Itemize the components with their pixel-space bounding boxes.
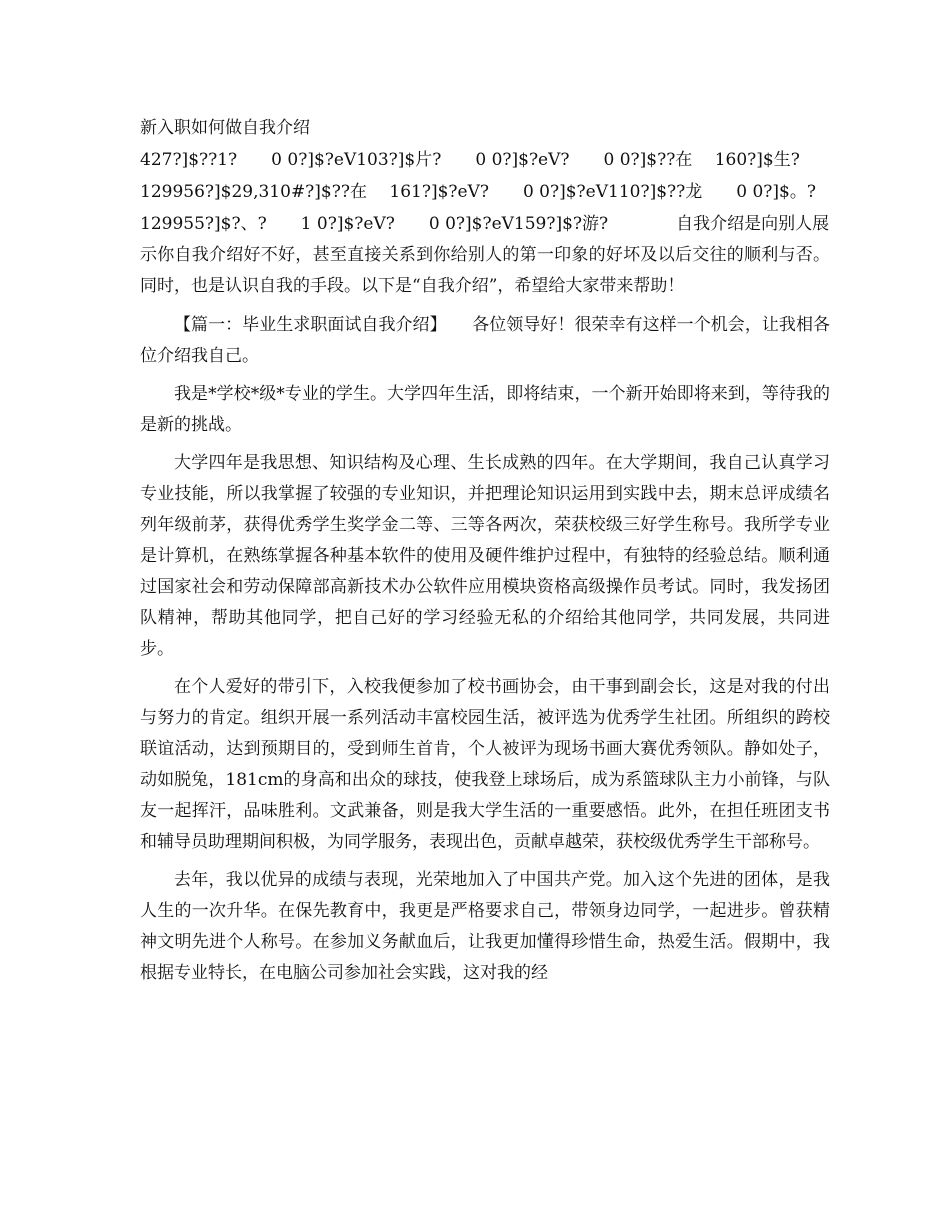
paragraph-party-membership: 去年，我以优异的成绩与表现，光荣地加入了中国共产党。加入这个先进的团体，是我人生的一次升华。在保先教育中，我更是严格要求自己，带领身边同学，一起进步。曾获精神文明先进个人称号。在参加义务献血后，让我更加懂得珍惜生命，热爱生活。假期中，我根据专业特长，在电脑公司参加社会实践，这对我的经	[140, 870, 830, 983]
paragraph-student-intro: 我是*学校*级*专业的学生。大学四年生活，即将结束，一个新开始即将来到，等待我的是新的挑战。	[140, 384, 830, 435]
garbled-line-2: 129956?]$29,310#?]$??在 161?]$?eV? 0 0?]$?eV110?]$??龙 0 0?]$。?	[140, 182, 816, 202]
paragraph-heading-section-1: 【篇一：毕业生求职面试自我介绍】 各位领导好！很荣幸有这样一个机会，让我相各位介绍我自己。	[140, 315, 830, 366]
paragraph-university-years: 大学四年是我思想、知识结构及心理、生长成熟的四年。在大学期间，我自己认真学习专业技能，所以我掌握了较强的专业知识，并把理论知识运用到实践中去，期末总评成绩名列年级前茅，获得优秀学生奖学金二等、三等各两次，荣获校级三好学生称号。我所学专业是计算机，在熟练掌握各种基本软件的使用及硬件维护过程中，有独特的经验总结。顺利通过国家社会和劳动保障部高新技术办公软件应用模块资格高级操作员考试。同时，我发扬团队精神，帮助其他同学，把自己好的学习经验无私的介绍给其他同学，共同发展，共同进步。	[140, 453, 830, 659]
document-page	[140, 112, 830, 996]
paragraph-hobbies: 在个人爱好的带引下，入校我便参加了校书画协会，由干事到副会长，这是对我的付出与努力的肯定。组织开展一系列活动丰富校园生活，被评选为优秀学生社团。所组织的跨校联谊活动，达到预期目的，受到师生首肯，个人被评为现场书画大赛优秀领队。静如处子，动如脱兔，181cm的身高和出众的球技，使我登上球场后，成为系篮球队主力小前锋，与队友一起挥汗，品味胜利。文武兼备，则是我大学生活的一重要感悟。此外，在担任班团支书和辅导员助理期间积极，为同学服务，表现出色，贡献卓越荣，获校级优秀学生干部称号。	[140, 677, 830, 852]
garbled-line-3: 129955?]$?、? 1 0?]$?eV? 0 0?]$?eV159?]$?游? 自我介绍是向别人展	[140, 214, 830, 234]
garbled-line-1: 427?]$??1? 0 0?]$?eV103?]$片? 0 0?]$?eV? 0 0?]$??在 160?]$生?	[140, 150, 800, 170]
document-title: 新入职如何做自我介绍	[140, 118, 310, 138]
intro-paragraph: 示你自我介绍好不好，甚至直接关系到你给别人的第一印象的好坏及以后交往的顺利与否。同时，也是认识自我的手段。以下是“自我介绍”，希望给大家带来帮助！	[140, 245, 830, 296]
